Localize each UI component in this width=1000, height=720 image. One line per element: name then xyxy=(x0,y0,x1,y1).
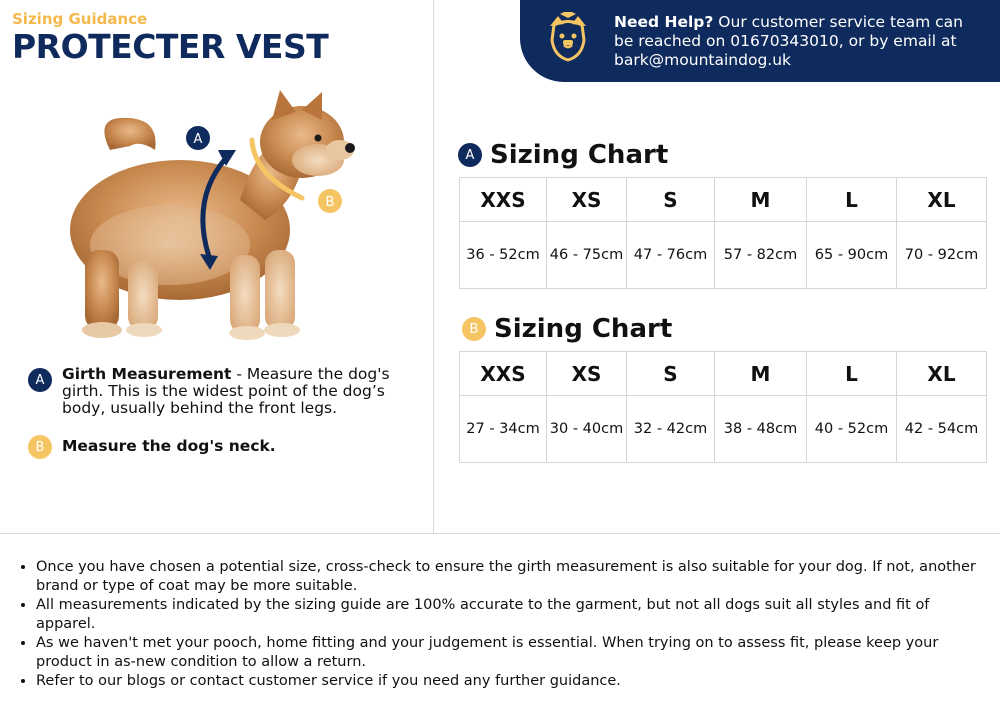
table-a-size: S xyxy=(627,178,715,222)
badge-a: A xyxy=(28,368,52,392)
table-b-header-row xyxy=(460,352,987,396)
note-girth xyxy=(28,366,408,417)
table-b-size: XS xyxy=(547,352,627,396)
table-a-size: XS xyxy=(547,178,627,222)
table-a-size: XXS xyxy=(460,178,547,222)
guidance-list xyxy=(16,558,991,691)
table-a-value: 47 - 76cm xyxy=(627,222,715,289)
note-girth-title: Girth Measurement xyxy=(62,365,232,383)
table-b-size: XXS xyxy=(460,352,547,396)
table-a-value: 36 - 52cm xyxy=(460,222,547,289)
chart-a-heading xyxy=(458,140,668,170)
measurement-notes xyxy=(28,366,408,459)
table-a-size: L xyxy=(807,178,897,222)
table-b-value-row xyxy=(460,396,987,463)
table-b-size: XL xyxy=(897,352,987,396)
chart-a-title: Sizing Chart xyxy=(490,140,669,170)
guidance-item: • As we haven't met your pooch, home fitting and your judgement is essential. When trying on to assess fit, please keep your product in as-new condition to allow a return. xyxy=(36,634,991,672)
dog-illustration xyxy=(40,80,400,350)
table-a-value: 65 - 90cm xyxy=(807,222,897,289)
dog-tail xyxy=(104,118,155,150)
sizing-table-a xyxy=(459,177,987,289)
vertical-divider xyxy=(433,0,434,533)
table-b-value: 38 - 48cm xyxy=(715,396,807,463)
dog-logo-icon xyxy=(542,12,594,64)
badge-b: B xyxy=(28,435,52,459)
note-neck xyxy=(28,433,408,459)
help-text xyxy=(614,13,984,70)
horizontal-divider xyxy=(0,533,1000,534)
chart-b-badge: B xyxy=(462,317,486,341)
help-lead: Need Help? xyxy=(614,13,714,31)
chart-a-badge: A xyxy=(458,143,482,167)
table-b-size: S xyxy=(627,352,715,396)
page-header xyxy=(12,10,328,66)
table-b-value: 30 - 40cm xyxy=(547,396,627,463)
page-subtitle: Sizing Guidance xyxy=(12,10,148,28)
diagram-marker-a-label: A xyxy=(193,132,203,147)
table-a-size: XL xyxy=(897,178,987,222)
page-title: PROTECTER VEST xyxy=(12,27,329,66)
table-b-value: 40 - 52cm xyxy=(807,396,897,463)
help-banner xyxy=(520,0,1000,82)
table-b-value: 32 - 42cm xyxy=(627,396,715,463)
table-a-value: 70 - 92cm xyxy=(897,222,987,289)
table-a-value: 46 - 75cm xyxy=(547,222,627,289)
chart-b-title: Sizing Chart xyxy=(494,314,673,344)
note-neck-text: Measure the dog's neck. xyxy=(62,436,276,455)
chart-b-heading xyxy=(462,314,672,344)
table-b-size: L xyxy=(807,352,897,396)
table-b-size: M xyxy=(715,352,807,396)
table-a-size: M xyxy=(715,178,807,222)
guidance-item: • All measurements indicated by the sizing guide are 100% accurate to the garment, but not all dogs suit all styles and fit of apparel. xyxy=(36,596,991,634)
help-body: Our customer service team can be reached on 01670343010, or by email at bark@mountaindog.uk xyxy=(614,13,963,69)
sizing-table-b xyxy=(459,351,987,463)
diagram-marker-b-label: B xyxy=(325,195,335,210)
table-b-value: 27 - 34cm xyxy=(460,396,547,463)
note-girth-body: - Measure the dog's girth. This is the widest point of the dog’s body, usually behind the front legs. xyxy=(62,365,390,417)
note-girth-text xyxy=(62,366,408,417)
table-b-value: 42 - 54cm xyxy=(897,396,987,463)
guidance-item: • Refer to our blogs or contact customer service if you need any further guidance. xyxy=(36,672,991,691)
table-a-value: 57 - 82cm xyxy=(715,222,807,289)
guidance-item: • Once you have chosen a potential size, cross-check to ensure the girth measurement is also suitable for your dog. If not, another brand or type of coat may be more suitable. xyxy=(36,558,991,596)
table-a-header-row xyxy=(460,178,987,222)
table-a-value-row xyxy=(460,222,987,289)
